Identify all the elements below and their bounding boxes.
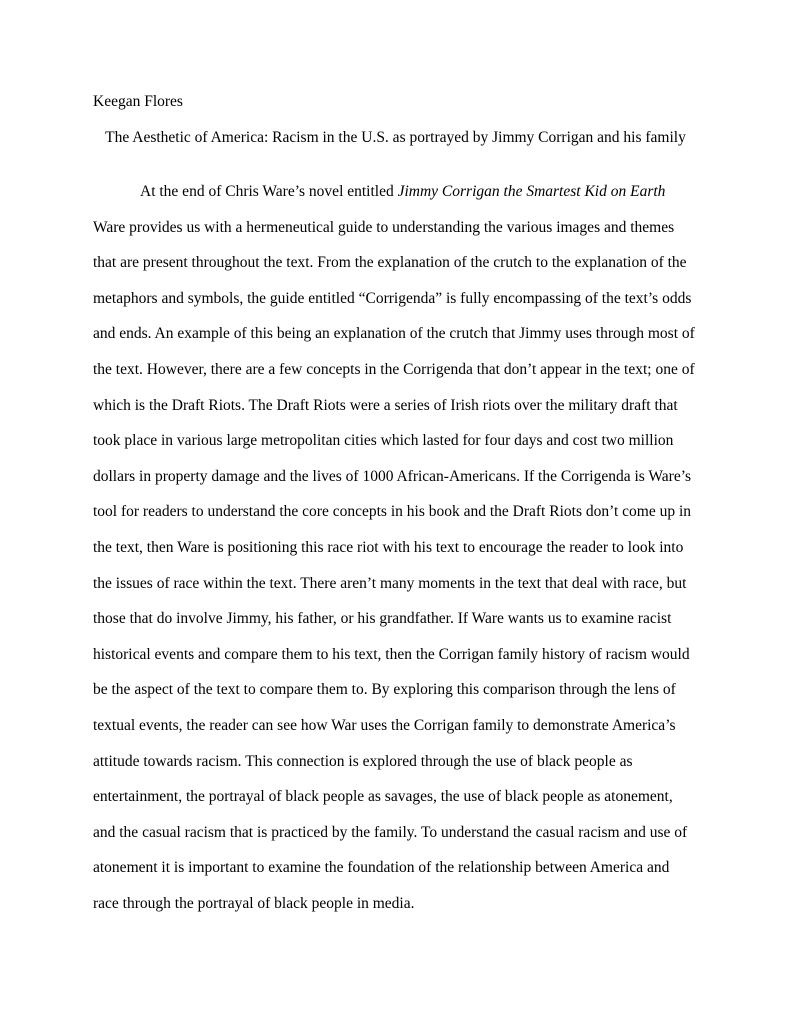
paragraph-line: tool for readers to understand the core concepts in his book and the Draft Riots don’t come up in (93, 503, 692, 521)
paragraph-line (93, 182, 703, 218)
paragraph-line: textual events, the reader can see how War uses the Corrigan family to demonstrate America’s (93, 716, 676, 734)
paragraph-line: and ends. An example of this being an explanation of the crutch that Jimmy uses through most of (93, 325, 695, 343)
paragraph-line: the issues of race within the text. There aren’t many moments in the text that deal with race, but (93, 574, 687, 592)
paragraph-line: and the casual racism that is practiced by the family. To understand the casual racism and use of (93, 823, 688, 841)
paragraph-line: be the aspect of the text to compare them to. By exploring this comparison through the lens of (93, 681, 676, 699)
author-name: Keegan Flores (93, 93, 183, 110)
paragraph-line: atonement it is important to examine the foundation of the relationship between America and (93, 859, 670, 877)
paragraph-line: the text, then Ware is positioning this race riot with his text to encourage the reader to look into (93, 538, 684, 556)
paragraph-line: the text. However, there are a few concepts in the Corrigenda that don’t appear in the text; one of (93, 360, 695, 378)
paragraph-line: dollars in property damage and the lives of 1000 African-Americans. If the Corrigenda is Ware’s (93, 467, 692, 485)
paragraph-line: entertainment, the portrayal of black people as savages, the use of black people as atonement, (93, 788, 673, 806)
paragraph-line: Ware provides us with a hermeneutical guide to understanding the various images and themes (93, 218, 675, 236)
paragraph-line: took place in various large metropolitan cities which lasted for four days and cost two million (93, 432, 674, 450)
paragraph-line: which is the Draft Riots. The Draft Riots were a series of Irish riots over the military draft that (93, 396, 678, 414)
body-paragraph (93, 182, 703, 929)
paragraph-line: metaphors and symbols, the guide entitled “Corrigenda” is fully encompassing of the text’s odds (93, 289, 692, 307)
first-line-text: At the end of Chris Ware’s novel entitled (140, 183, 398, 200)
paragraph-line: historical events and compare them to his text, then the Corrigan family history of racism would (93, 645, 690, 663)
essay-title: The Aesthetic of America: Racism in the U.S. as portrayed by Jimmy Corrigan and his family (105, 129, 686, 146)
paragraph-line: attitude towards racism. This connection is explored through the use of black people as (93, 752, 633, 770)
paragraph-line: race through the portrayal of black people in media. (93, 894, 415, 912)
paragraph-line: that are present throughout the text. From the explanation of the crutch to the explanation of the (93, 254, 687, 272)
paragraph-line: those that do involve Jimmy, his father, or his grandfather. If Ware wants us to examine racist (93, 610, 672, 628)
book-title-italic: Jimmy Corrigan the Smartest Kid on Earth (397, 183, 666, 200)
